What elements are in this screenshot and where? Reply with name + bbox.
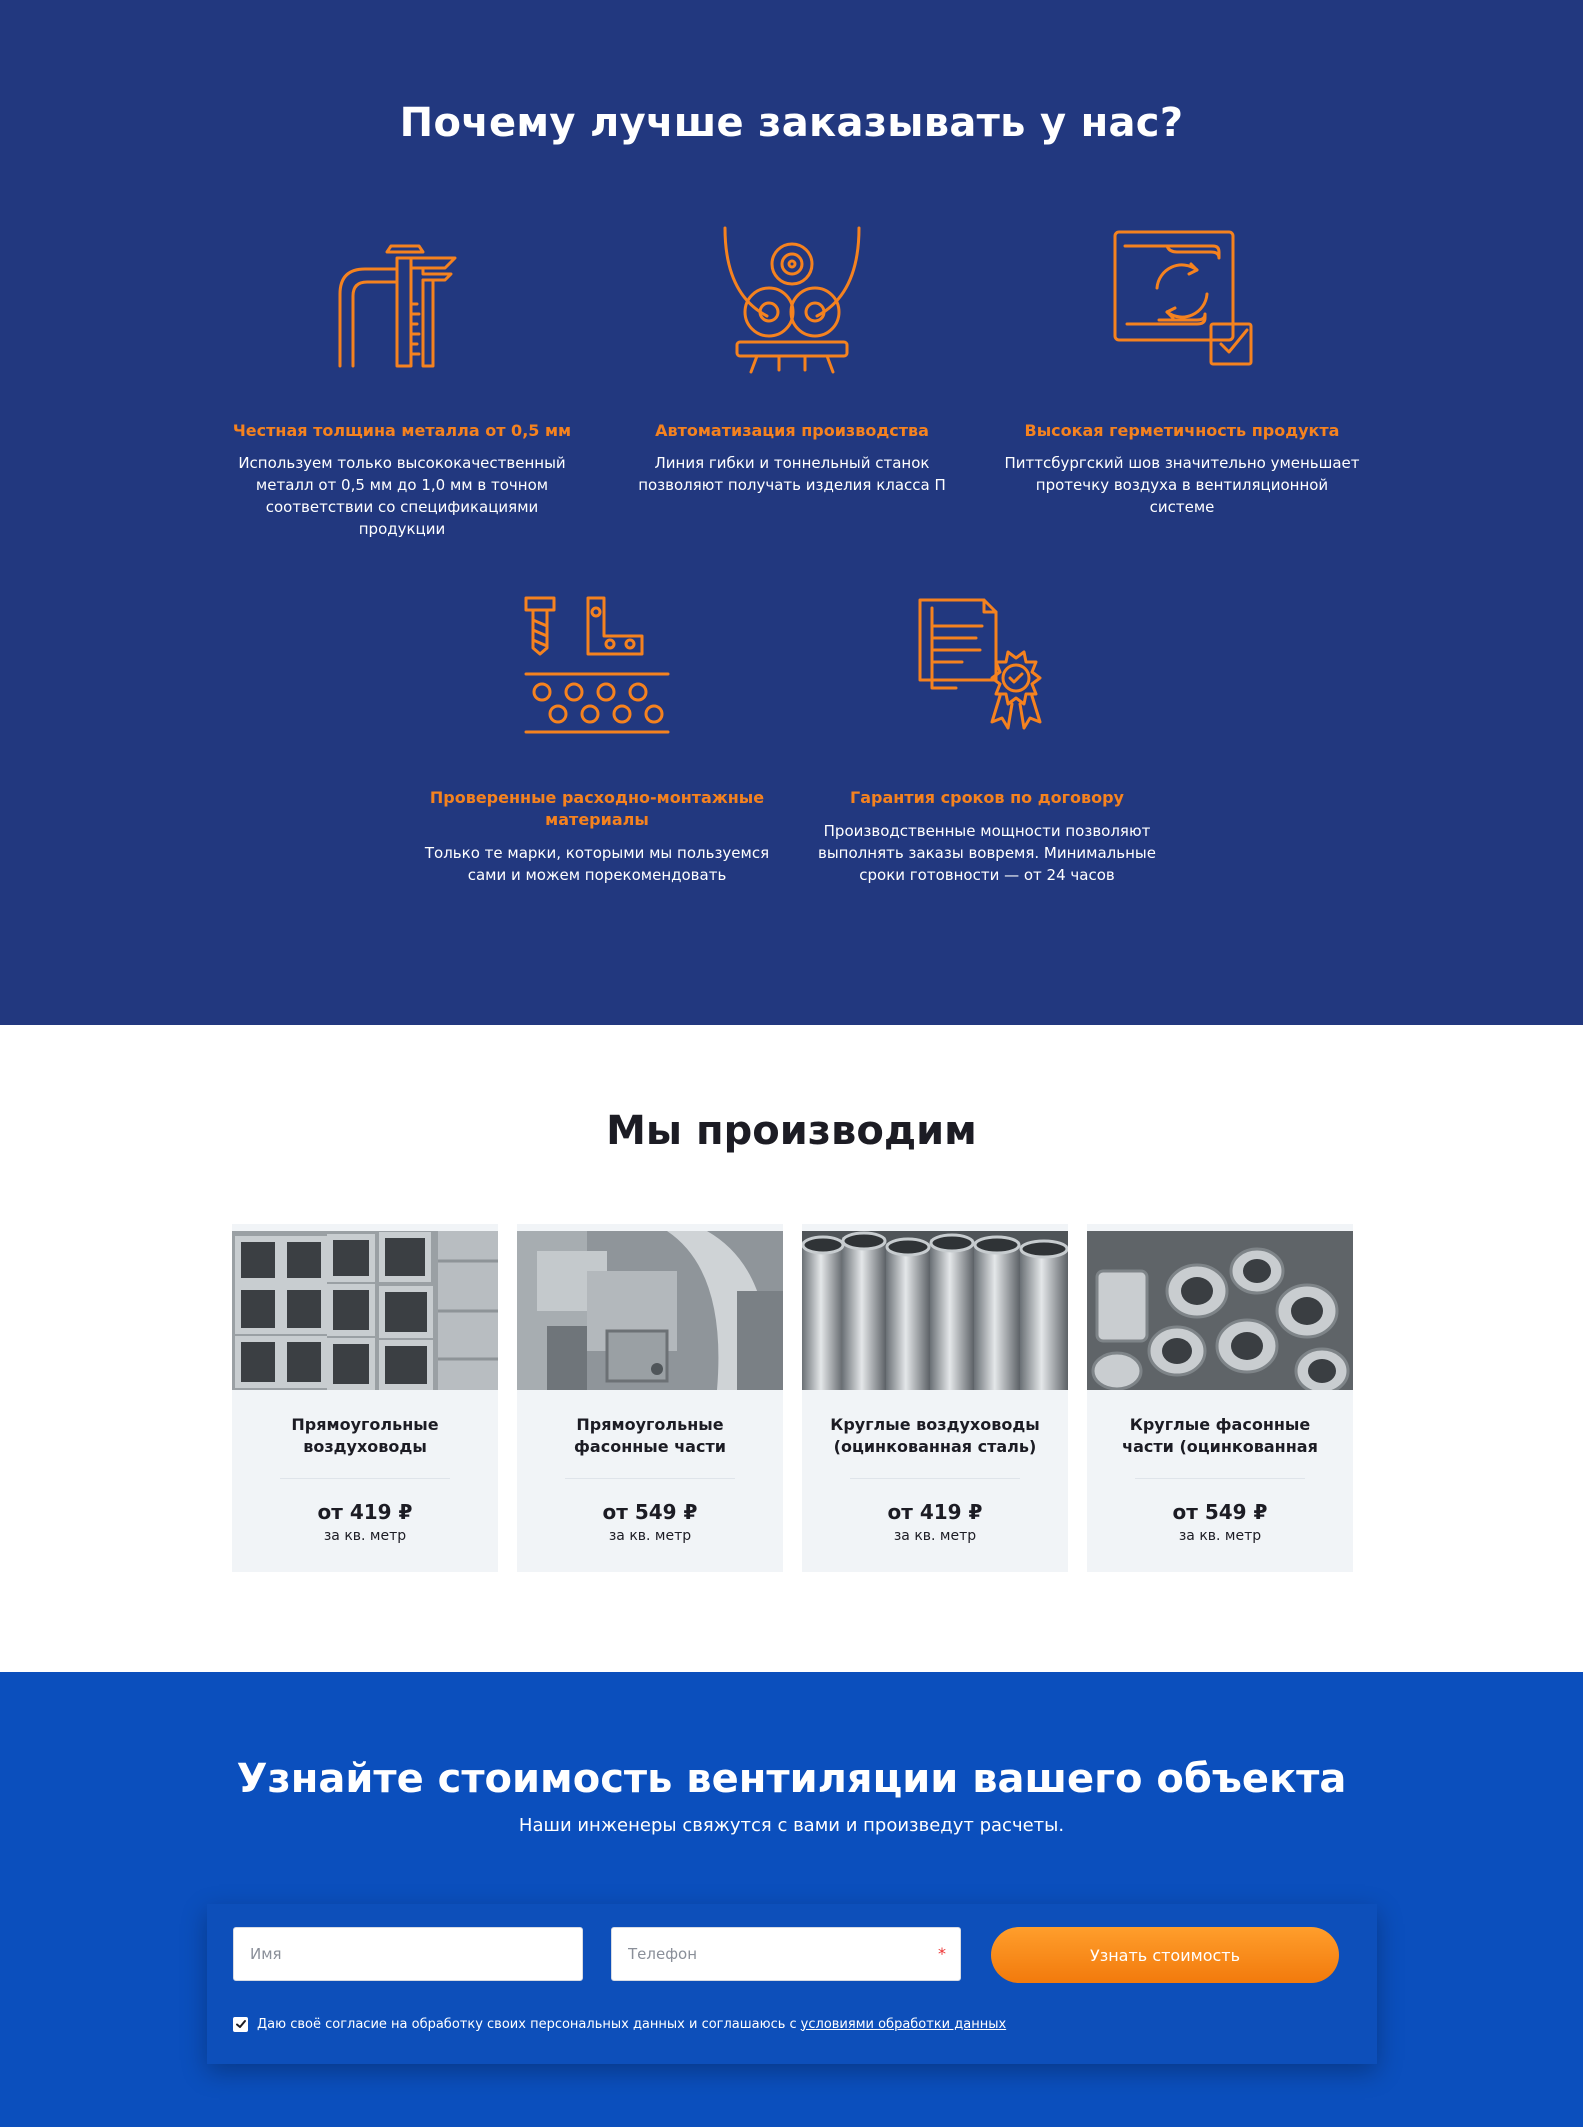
feature-title: Честная толщина металла от 0,5 мм <box>232 421 572 440</box>
consent-checkbox[interactable] <box>233 2017 248 2032</box>
product-title: Прямоугольные воздуховоды <box>291 1415 439 1456</box>
divider <box>280 1478 450 1479</box>
product-title: Прямоугольные фасонные части <box>574 1415 726 1456</box>
product-price: от 549 ₽ <box>1172 1500 1268 1524</box>
caliper-icon <box>327 224 477 374</box>
product-card-round-ducts[interactable] <box>802 1224 1068 1572</box>
sealed-seam-icon <box>1107 224 1257 374</box>
product-photo-rect-ducts <box>232 1231 498 1390</box>
divider <box>1135 1478 1305 1479</box>
cta-title: Узнайте стоимость вентиляции вашего объекта <box>236 1756 1347 1802</box>
product-price-unit: за кв. метр <box>1178 1528 1262 1544</box>
product-price: от 549 ₽ <box>602 1500 698 1524</box>
product-price-unit: за кв. метр <box>323 1528 407 1544</box>
product-price-unit: за кв. метр <box>608 1528 692 1544</box>
feature-description: Питтсбургский шов значительно уменьшает протечку воздуха в вентиляционной системе <box>1004 454 1360 516</box>
name-field-wrapper <box>233 1927 583 1981</box>
product-price-unit: за кв. метр <box>893 1528 977 1544</box>
divider <box>565 1478 735 1479</box>
divider <box>850 1478 1020 1479</box>
phone-input[interactable] <box>612 1928 960 1980</box>
product-price: от 419 ₽ <box>887 1500 983 1524</box>
feature-description: Производственные мощности позволяют выполнять заказы вовремя. Минимальные сроки готовности — от 24 часов <box>818 822 1156 884</box>
pricing-request-form <box>207 1904 1377 2064</box>
consent-text: Даю своё согласие на обработку своих персональных данных и соглашаюсь с <box>257 2016 797 2032</box>
cta-subtitle: Наши инженеры свяжутся с вами и произведут расчеты. <box>518 1815 1065 1836</box>
product-photo-round-ducts <box>802 1231 1068 1390</box>
feature-title: Высокая герметичность продукта <box>1024 421 1340 440</box>
feature-title: Автоматизация производства <box>655 421 929 440</box>
product-photo-rect-fittings <box>517 1231 783 1390</box>
consent-row <box>233 2015 1006 2033</box>
product-title: Круглые фасонные части (оцинкованная <box>1122 1415 1318 1456</box>
required-mark: * <box>938 1944 946 1963</box>
rolling-machine-icon <box>717 224 867 374</box>
feature-description: Используем только высококачественный металл от 0,5 мм до 1,0 мм в точном соответствии со спецификациями продукции <box>238 454 566 538</box>
certificate-icon <box>912 592 1062 742</box>
product-card-rect-ducts[interactable] <box>232 1224 498 1572</box>
product-card-round-fittings[interactable] <box>1087 1224 1353 1572</box>
feature-description: Линия гибки и тоннельный станок позволяют получать изделия класса П <box>638 454 946 494</box>
fasteners-icon <box>522 592 672 742</box>
product-photo-round-fittings <box>1087 1231 1353 1390</box>
feature-description: Только те марки, которыми мы пользуемся сами и можем порекомендовать <box>424 844 770 884</box>
check-icon <box>235 2018 247 2030</box>
product-price: от 419 ₽ <box>317 1500 413 1524</box>
data-processing-terms-link[interactable]: условиями обработки данных <box>800 2016 1007 2032</box>
feature-title: Проверенные расходно-монтажные материалы <box>429 788 765 829</box>
feature-title: Гарантия сроков по договору <box>850 788 1124 807</box>
why-us-section <box>0 0 1583 1025</box>
product-title: Круглые воздуховоды (оцинкованная сталь) <box>830 1415 1040 1456</box>
phone-field-wrapper <box>611 1927 961 1981</box>
product-card-rect-fittings[interactable] <box>517 1224 783 1572</box>
get-price-button[interactable]: Узнать стоимость <box>991 1927 1339 1983</box>
why-us-title: Почему лучше заказывать у нас? <box>399 100 1184 146</box>
products-title: Мы производим <box>606 1108 977 1154</box>
pricing-request-section <box>0 1672 1583 2127</box>
name-input[interactable] <box>234 1928 582 1980</box>
